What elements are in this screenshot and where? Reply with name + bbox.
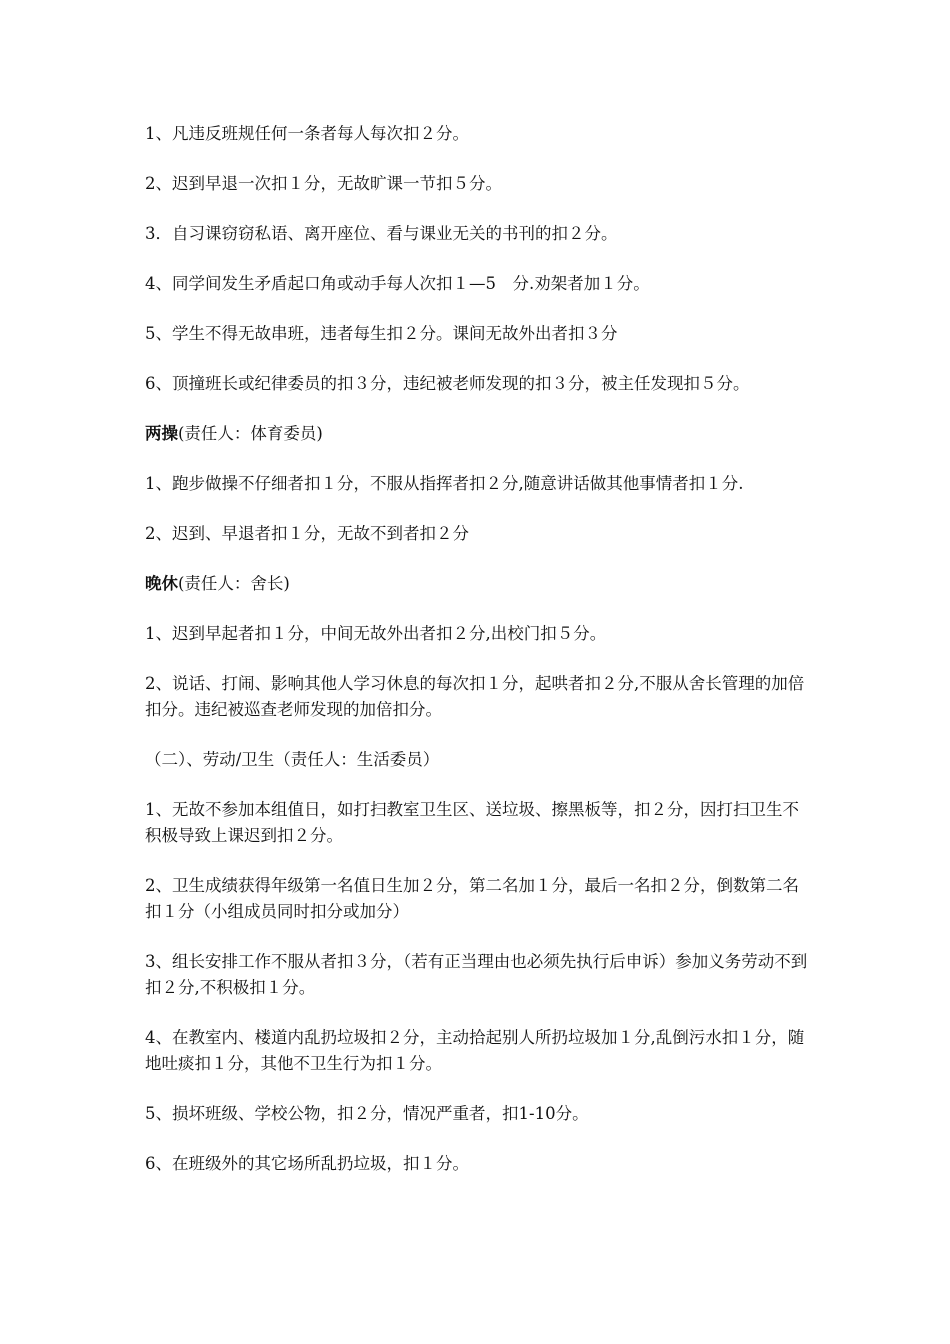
- section-title: 晚休: [145, 574, 178, 593]
- section-heading-laodong: （二）、劳动/卫生（责任人：生活委员）: [145, 750, 440, 769]
- section-title: 两操: [145, 424, 178, 443]
- rule-paragraph: 2、卫生成绩获得年级第一名值日生加２分，第二名加１分，最后一名扣２分，倒数第二名扣１分（小组成员同时扣分或加分）: [145, 876, 799, 921]
- section-note: (责任人：体育委员): [178, 424, 323, 443]
- rule-paragraph: 4、同学间发生矛盾起口角或动手每人次扣１—5 分.劝架者加１分。: [145, 274, 650, 293]
- rule-paragraph: 6、在班级外的其它场所乱扔垃圾，扣１分。: [145, 1154, 469, 1173]
- rule-paragraph: 3、组长安排工作不服从者扣３分，（若有正当理由也必须先执行后申诉）参加义务劳动不到扣２分,不积极扣１分。: [145, 952, 808, 997]
- rule-paragraph: 2、迟到早退一次扣１分，无故旷课一节扣５分。: [145, 174, 502, 193]
- section-heading-liangcao: [145, 421, 810, 447]
- rule-paragraph: 1、无故不参加本组值日，如打扫教室卫生区、送垃圾、擦黑板等，扣２分，因打扫卫生不积极导致上课迟到扣２分。: [145, 800, 799, 845]
- rule-paragraph: 2、说话、打闹、影响其他人学习休息的每次扣１分，起哄者扣２分,不服从舍长管理的加倍扣分。违纪被巡查老师发现的加倍扣分。: [145, 674, 805, 719]
- rule-paragraph: 6、顶撞班长或纪律委员的扣３分，违纪被老师发现的扣３分，被主任发现扣５分。: [145, 374, 750, 393]
- rule-paragraph: 5、损坏班级、学校公物，扣２分，情况严重者，扣1-10分。: [145, 1104, 589, 1123]
- document-body: [145, 121, 810, 1201]
- section-note: (责任人：舍长): [178, 574, 290, 593]
- rule-paragraph: 2、迟到、早退者扣１分，无故不到者扣２分: [145, 524, 469, 543]
- rule-paragraph: 1、跑步做操不仔细者扣１分，不服从指挥者扣２分,随意讲话做其他事情者扣１分.: [145, 474, 744, 493]
- rule-paragraph: 5、学生不得无故串班，违者每生扣２分。课间无故外出者扣３分: [145, 324, 618, 343]
- section-heading-wanxiu: [145, 571, 810, 597]
- rule-paragraph: 1、凡违反班规任何一条者每人每次扣２分。: [145, 124, 469, 143]
- rule-paragraph: 3．自习课窃窃私语、离开座位、看与课业无关的书刊的扣２分。: [145, 224, 618, 243]
- rule-paragraph: 1、迟到早起者扣１分，中间无故外出者扣２分,出校门扣５分。: [145, 624, 607, 643]
- rule-paragraph: 4、在教室内、楼道内乱扔垃圾扣２分，主动拾起别人所扔垃圾加１分,乱倒污水扣１分，随地吐痰扣１分，其他不卫生行为扣１分。: [145, 1028, 805, 1073]
